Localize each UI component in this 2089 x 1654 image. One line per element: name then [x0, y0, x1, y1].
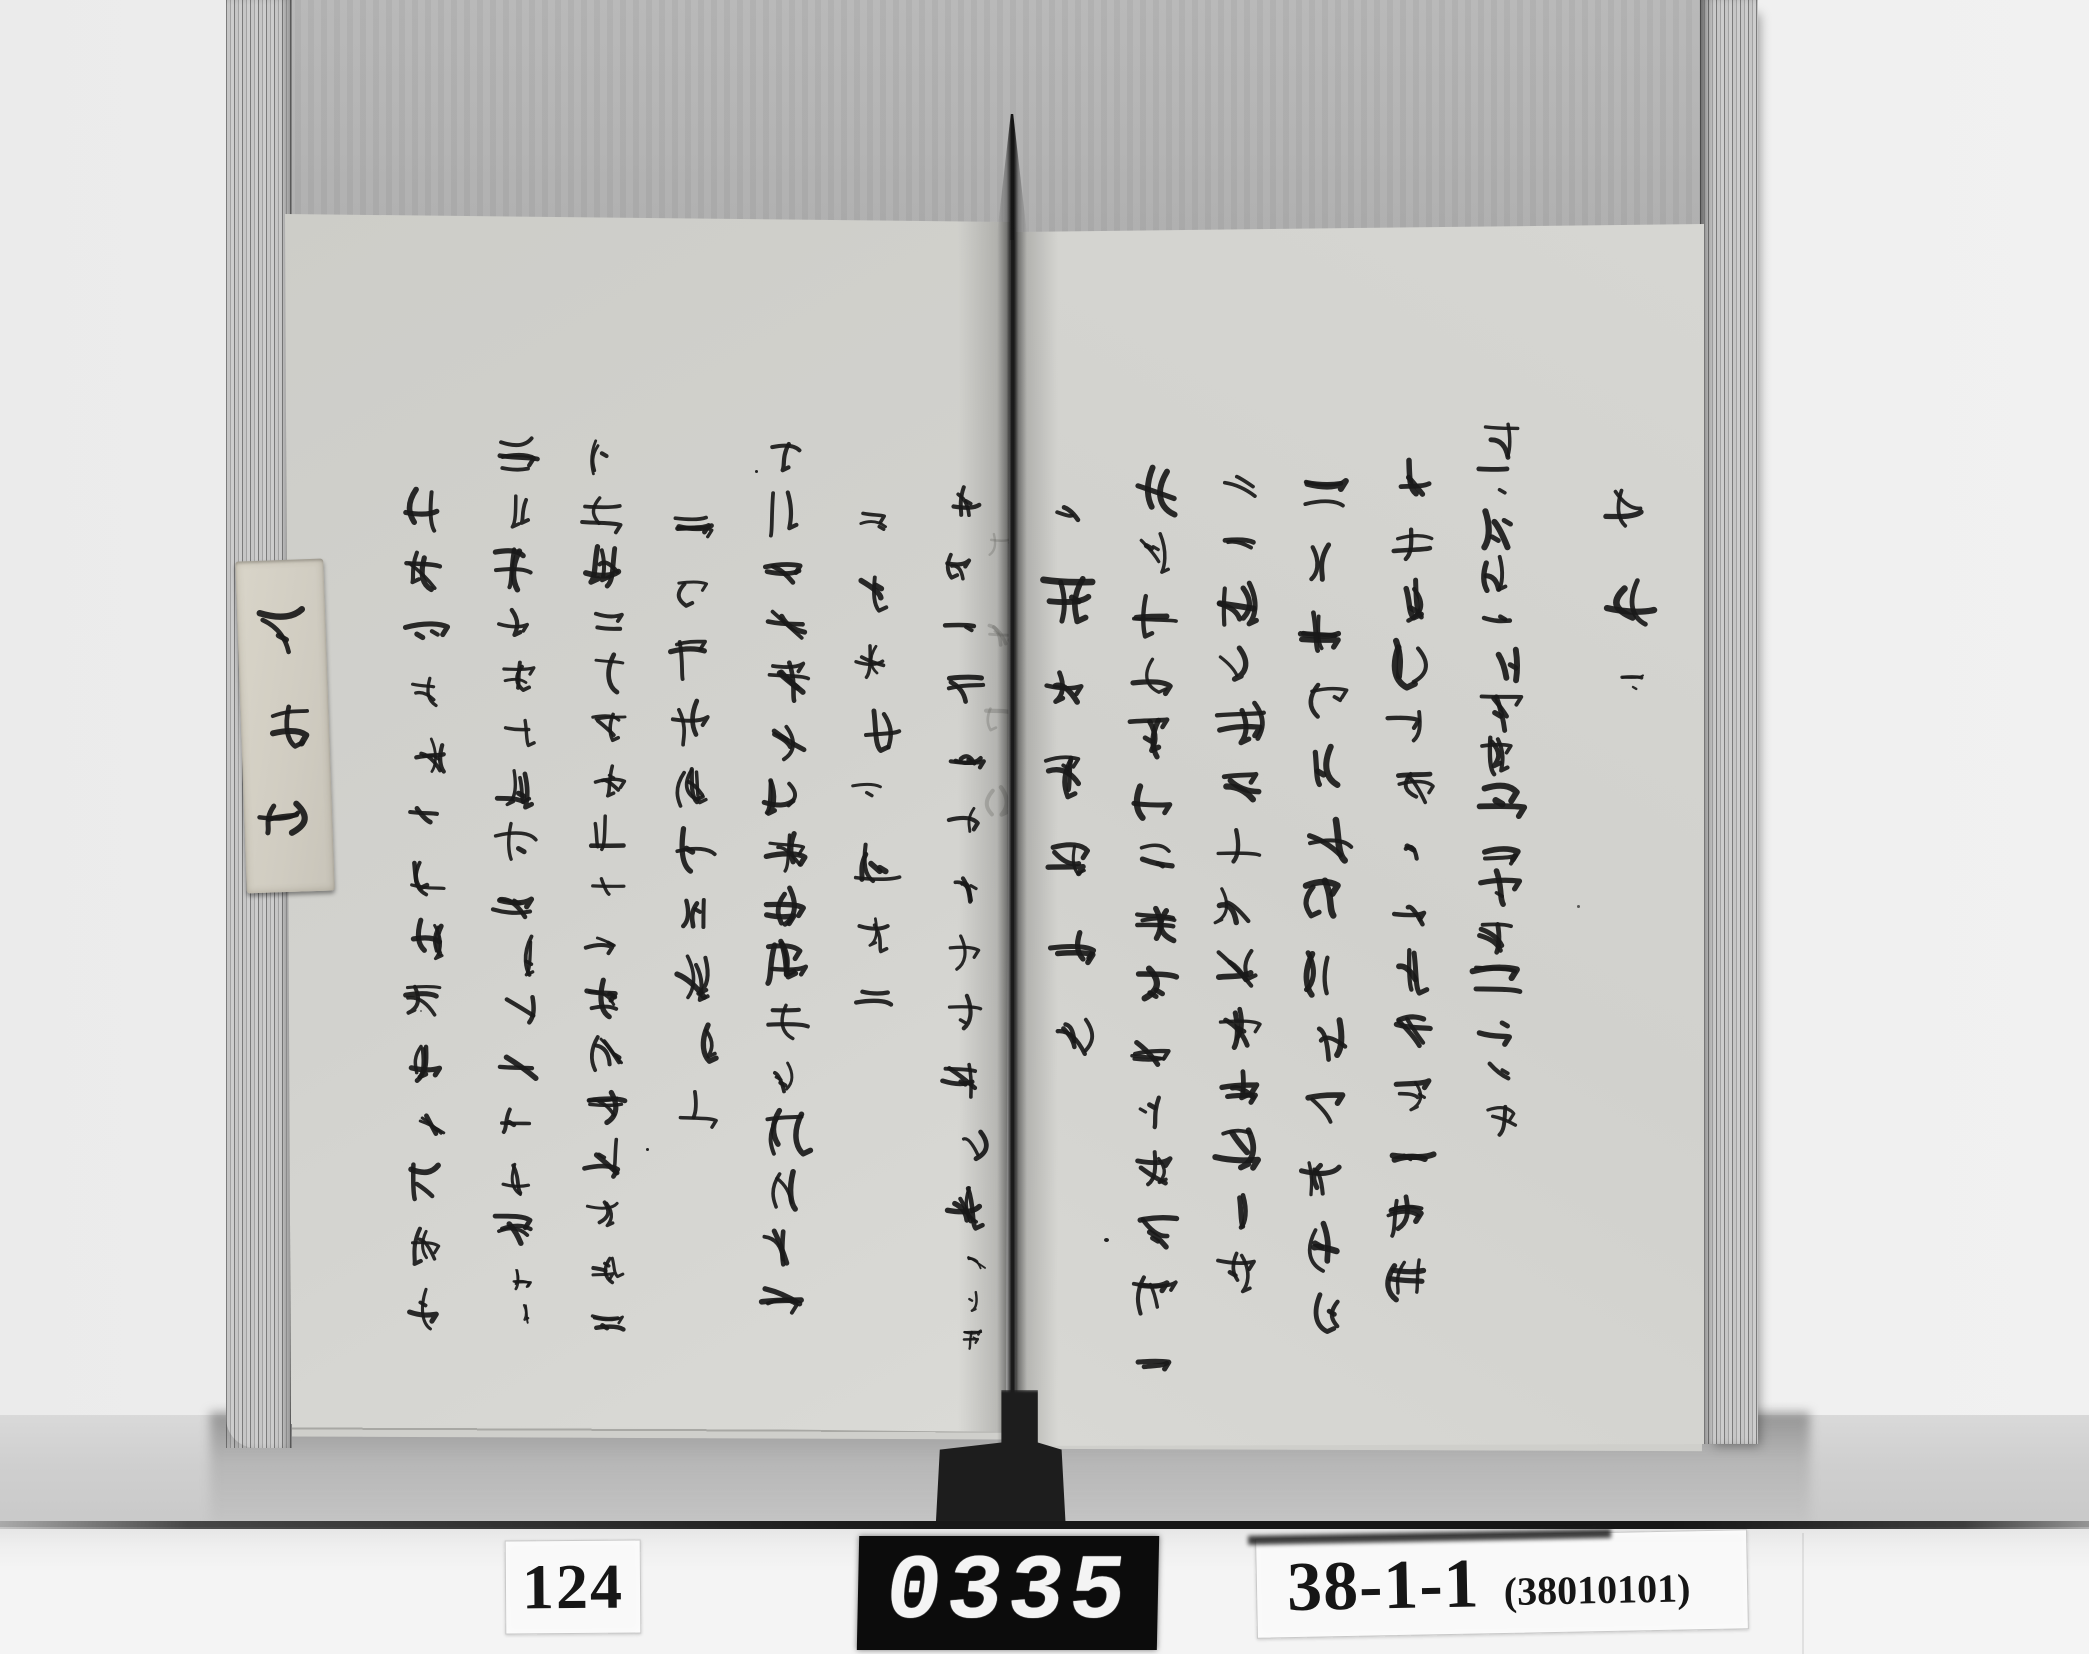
calligraphy-column [1452, 392, 1548, 1168]
calligraphy-column [827, 464, 923, 1066]
calligraphy-column [1020, 444, 1116, 1106]
closed-pages-top-edge [262, 0, 1712, 240]
left-page [285, 206, 1010, 1438]
background-seam-line [1802, 1533, 1804, 1654]
calligraphy-column [917, 444, 1010, 1386]
calligraphy-column [1580, 429, 1676, 744]
book-gutter-fold-shadow [997, 114, 1027, 1454]
call-number-code-text: (38010101) [1503, 1564, 1691, 1614]
ink-speck [1104, 1238, 1109, 1242]
ink-speck [420, 1010, 422, 1012]
calligraphy-column [1275, 434, 1371, 1376]
ink-speck [755, 470, 758, 473]
page-number-label [505, 1540, 642, 1635]
ink-speck [1577, 905, 1580, 908]
call-number-label [1255, 1529, 1749, 1638]
calligraphy-column [647, 474, 743, 1166]
calligraphy-column [469, 404, 565, 1356]
shelf-edge-line [0, 1521, 2089, 1529]
image-counter-digits: 0335 [879, 1540, 1138, 1645]
spine-tab-era-label [235, 559, 335, 894]
calligraphy-column [1364, 424, 1460, 1336]
calligraphy-column [1104, 434, 1200, 1416]
page-number-text: 124 [521, 1550, 625, 1623]
calligraphy-column [1189, 429, 1285, 1326]
calligraphy-column [559, 404, 655, 1376]
call-number-text: 38-1-1 [1286, 1545, 1481, 1627]
image-counter-device [857, 1536, 1159, 1650]
calligraphy-column [379, 454, 475, 1366]
page-stack-right-fore-edge [1700, 0, 1758, 1444]
calligraphy-column [231, 560, 339, 895]
right-page [1014, 218, 1704, 1452]
calligraphy-column [737, 404, 833, 1356]
ink-speck [646, 1148, 649, 1151]
